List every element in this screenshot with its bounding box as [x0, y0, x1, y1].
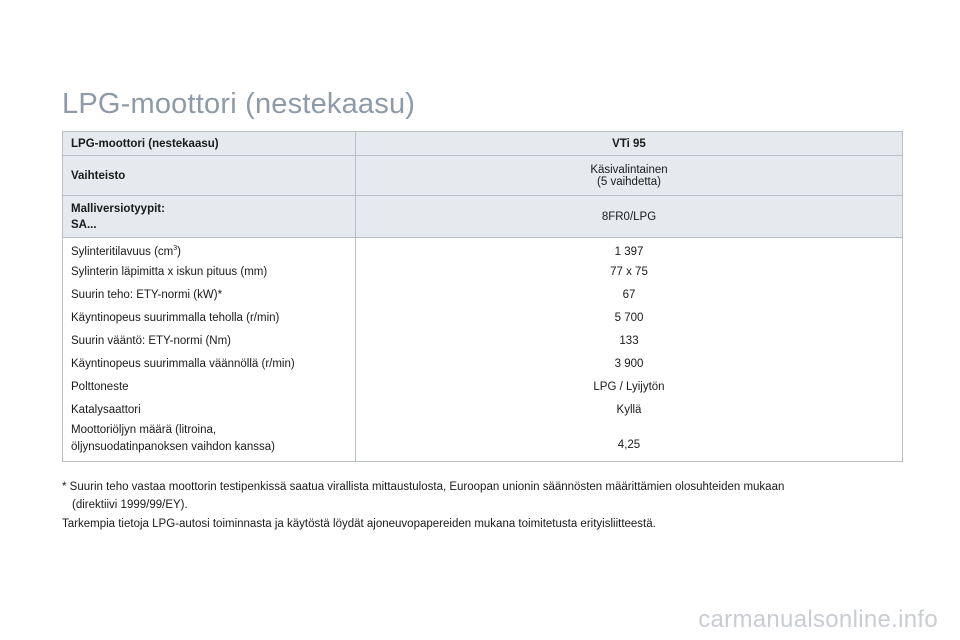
- row-value: 5 700: [614, 312, 644, 324]
- oil-capacity-label-line1: Moottoriöljyn määrä (litroina,: [71, 424, 217, 437]
- row-label: Käyntinopeus suurimmalla väännöllä (r/min): [63, 353, 356, 376]
- table-row: [63, 284, 903, 307]
- row-value: LPG / Lyijytön: [593, 381, 665, 393]
- table-row: [63, 330, 903, 353]
- oil-capacity-label-line2: öljynsuodatinpanoksen vaihdon kanssa): [71, 441, 275, 454]
- row-label: Suurin vääntö: ETY-normi (Nm): [63, 330, 356, 353]
- engine-spec-table: [62, 131, 903, 462]
- row-value: 3 900: [614, 358, 644, 370]
- table-header-row: [63, 132, 903, 156]
- row-label: Katalysaattori: [63, 399, 356, 422]
- footnote-line2: (direktiivi 1999/99/EY).: [72, 499, 188, 511]
- page-title: LPG-moottori (nestekaasu): [62, 88, 416, 120]
- oil-capacity-value: 4,25: [617, 439, 641, 452]
- row-label: Polttoneste: [63, 376, 356, 399]
- row-label: [63, 238, 356, 261]
- row-value: 77 x 75: [610, 266, 648, 278]
- footnote: [62, 478, 892, 514]
- row-label-text: Sylinteritilavuus (cm: [71, 245, 174, 258]
- row-label: Suurin teho: ETY-normi (kW)*: [63, 284, 356, 307]
- model-types-label-line1: Malliversiotyypit:: [71, 202, 165, 215]
- model-types-value: 8FR0/LPG: [356, 196, 903, 238]
- gearbox-row: [63, 156, 903, 196]
- table-row: [63, 261, 903, 284]
- header-value: VTi 95: [356, 132, 903, 156]
- model-types-label: [63, 196, 356, 238]
- table-row: [63, 307, 903, 330]
- table-row: [63, 238, 903, 261]
- oil-capacity-row: [63, 422, 903, 462]
- table-row: [63, 376, 903, 399]
- row-value: 1 397: [614, 245, 644, 258]
- gearbox-value-line1: Käsivalintainen: [590, 163, 668, 176]
- row-label: Käyntinopeus suurimmalla teholla (r/min): [63, 307, 356, 330]
- model-types-row: [63, 196, 903, 238]
- table-row: [63, 353, 903, 376]
- row-value: 133: [619, 335, 639, 347]
- oil-capacity-label: [63, 422, 356, 462]
- model-types-label-line2: SA...: [71, 218, 97, 231]
- header-label: LPG-moottori (nestekaasu): [63, 132, 356, 156]
- table-row: [63, 399, 903, 422]
- more-info-text: Tarkempia tietoja LPG-autosi toiminnasta ja käytöstä löydät ajoneuvopapereiden mukana toimitetusta erityisliitteestä.: [62, 518, 656, 530]
- row-label: Sylinterin läpimitta x iskun pituus (mm): [63, 261, 356, 284]
- watermark: carmanualsonline.info: [698, 606, 938, 633]
- row-value: 67: [622, 289, 636, 301]
- footnote-line1: * Suurin teho vastaa moottorin testipenkissä saatua virallista mittaustulosta, Euroopan unionin säännösten määrittämien olosuhteiden mukaan: [62, 481, 785, 493]
- row-value: Kyllä: [616, 404, 642, 416]
- row-label-superscript: 3: [173, 244, 178, 252]
- gearbox-label: Vaihteisto: [63, 156, 356, 196]
- row-label-tail: ): [177, 245, 181, 258]
- gearbox-value-line2: (5 vaihdetta): [597, 175, 661, 188]
- gearbox-value: [356, 156, 903, 196]
